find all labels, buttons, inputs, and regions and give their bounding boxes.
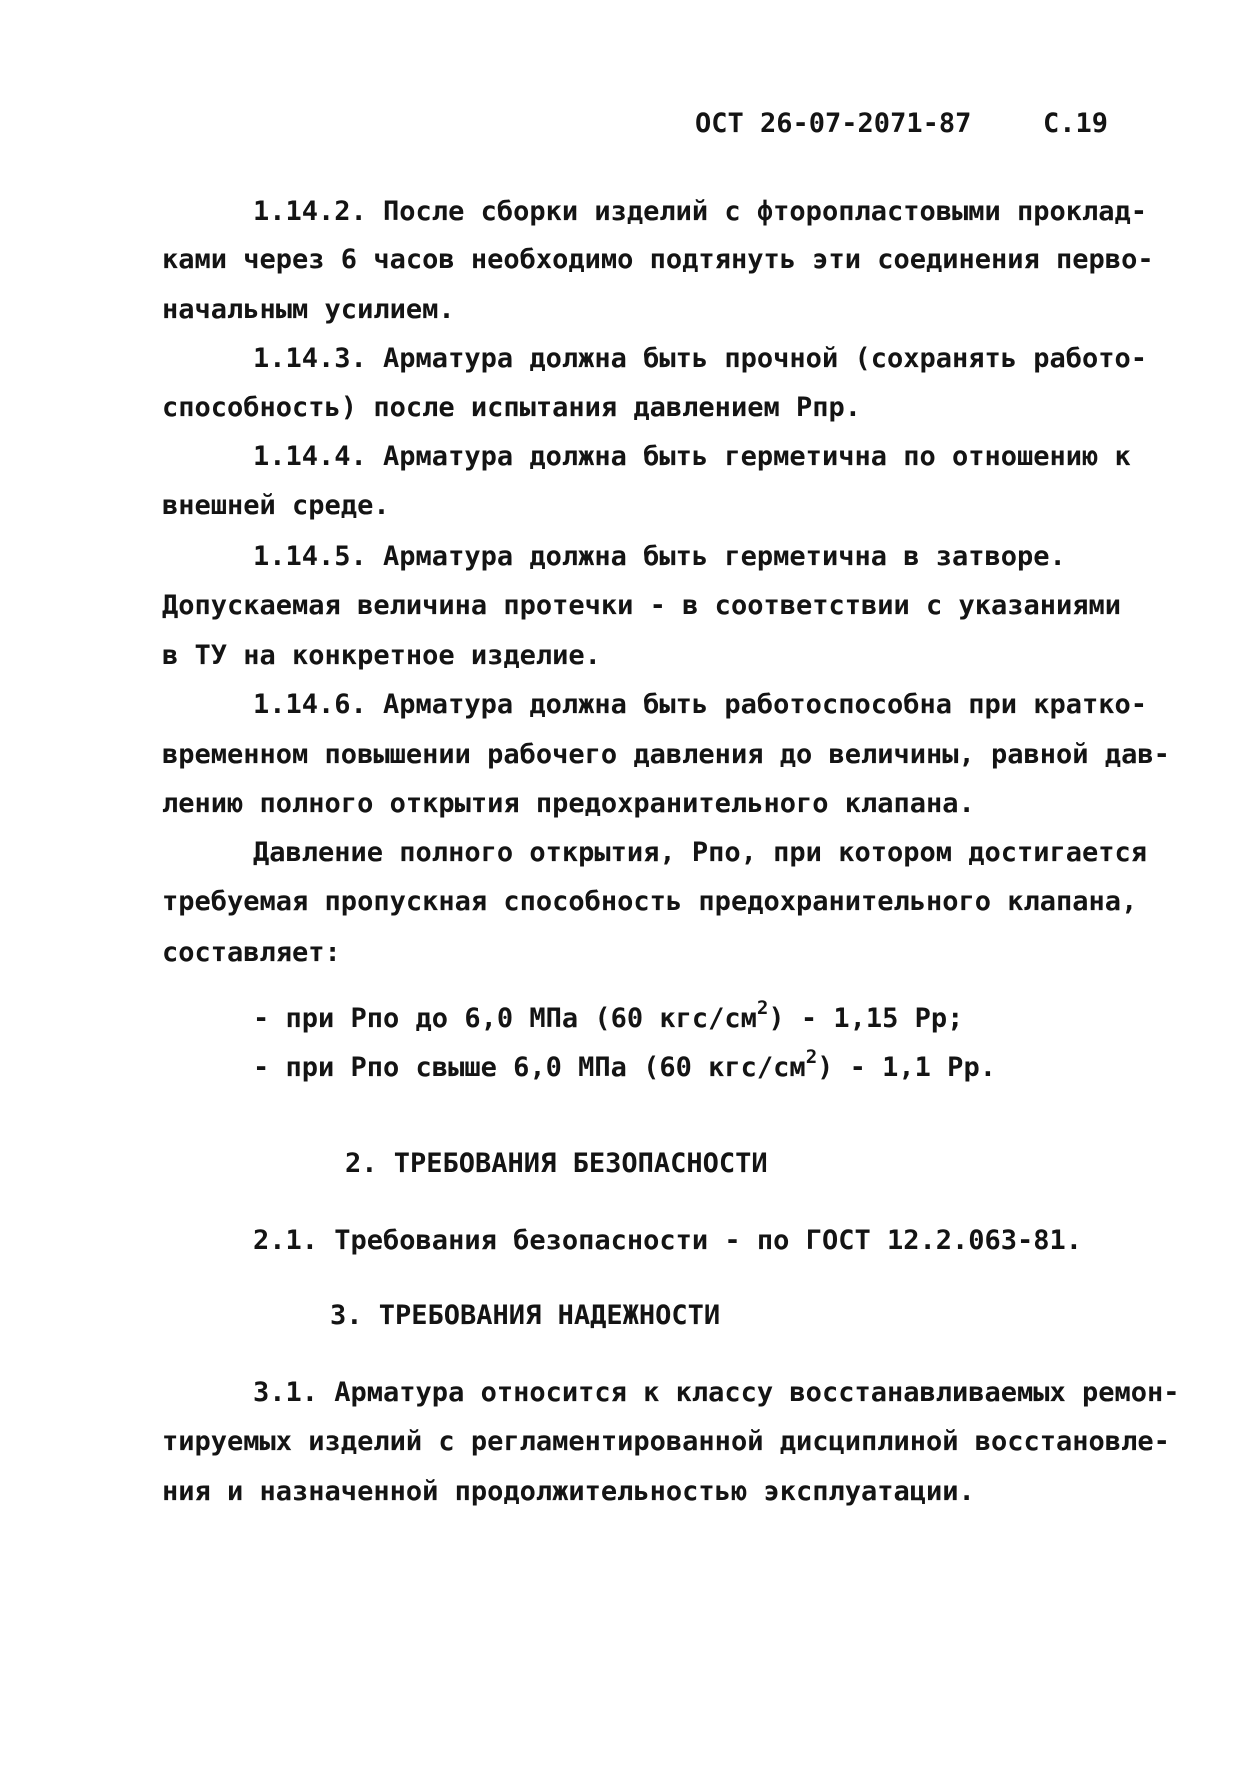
paragraph-1-14-2-line-1: 1.14.2. После сборки изделий с фторопластовыми проклад- (253, 196, 1148, 227)
pressure-list-item-2: - при Рпо свыше 6,0 МПа (60 кгс/$см^2) - 1,1$ Рр. (253, 1046, 996, 1083)
section-3-heading: 3. ТРЕБОВАНИЯ НАДЕЖНОСТИ (330, 1300, 721, 1331)
pressure-list-item-1: - при Рпо до 6,0 МПа (60 кгс/$см^2) - 1,15$ Рр; (253, 997, 964, 1034)
paragraph-1-14-5-line-3: в ТУ на конкретное изделие. (162, 640, 601, 671)
section-2-heading: 2. ТРЕБОВАНИЯ БЕЗОПАСНОСТИ (345, 1148, 768, 1179)
paragraph-3-1-line-3: ния и назначенной продолжительностью эксплуатации. (162, 1476, 975, 1507)
paragraph-3-1-line-1: 3.1. Арматура относится к классу восстанавливаемых ремон- (253, 1377, 1180, 1408)
paragraph-pressure-line-3: составляет: (162, 937, 341, 968)
paragraph-1-14-3-line-2: способность) после испытания давлением Рпр. (162, 392, 861, 423)
paragraph-3-1-line-2: тируемых изделий с регламентированной дисциплиной восстановле- (162, 1426, 1170, 1457)
paragraph-1-14-3-line-1: 1.14.3. Арматура должна быть прочной (сохранять работо- (253, 343, 1148, 374)
paragraph-1-14-2-line-2: ками через 6 часов необходимо подтянуть эти соединения перво- (162, 244, 1154, 275)
paragraph-1-14-4-line-1: 1.14.4. Арматура должна быть герметична по отношению к (253, 441, 1131, 472)
paragraph-2-1: 2.1. Требования безопасности - по ГОСТ 12.2.063-81. (253, 1225, 1083, 1256)
paragraph-1-14-6-line-3: лению полного открытия предохранительного клапана. (162, 788, 975, 819)
page-number: С.19 (1043, 108, 1109, 139)
doc-number: ОСТ 26-07-2071-87 (695, 108, 972, 139)
paragraph-pressure-line-1: Давление полного открытия, Рпо, при котором достигается (253, 837, 1148, 868)
paragraph-1-14-6-line-2: временном повышении рабочего давления до величины, равной дав- (162, 739, 1170, 770)
paragraph-pressure-line-2: требуемая пропускная способность предохранительного клапана, (162, 886, 1138, 917)
paragraph-1-14-5-line-2: Допускаемая величина протечки - в соответствии с указаниями (162, 590, 1122, 621)
paragraph-1-14-5-line-1: 1.14.5. Арматура должна быть герметична в затворе. (253, 541, 1066, 572)
paragraph-1-14-4-line-2: внешней среде. (162, 490, 390, 521)
paragraph-1-14-2-line-3: начальным усилием. (162, 294, 455, 325)
paragraph-1-14-6-line-1: 1.14.6. Арматура должна быть работоспособна при кратко- (253, 689, 1148, 720)
